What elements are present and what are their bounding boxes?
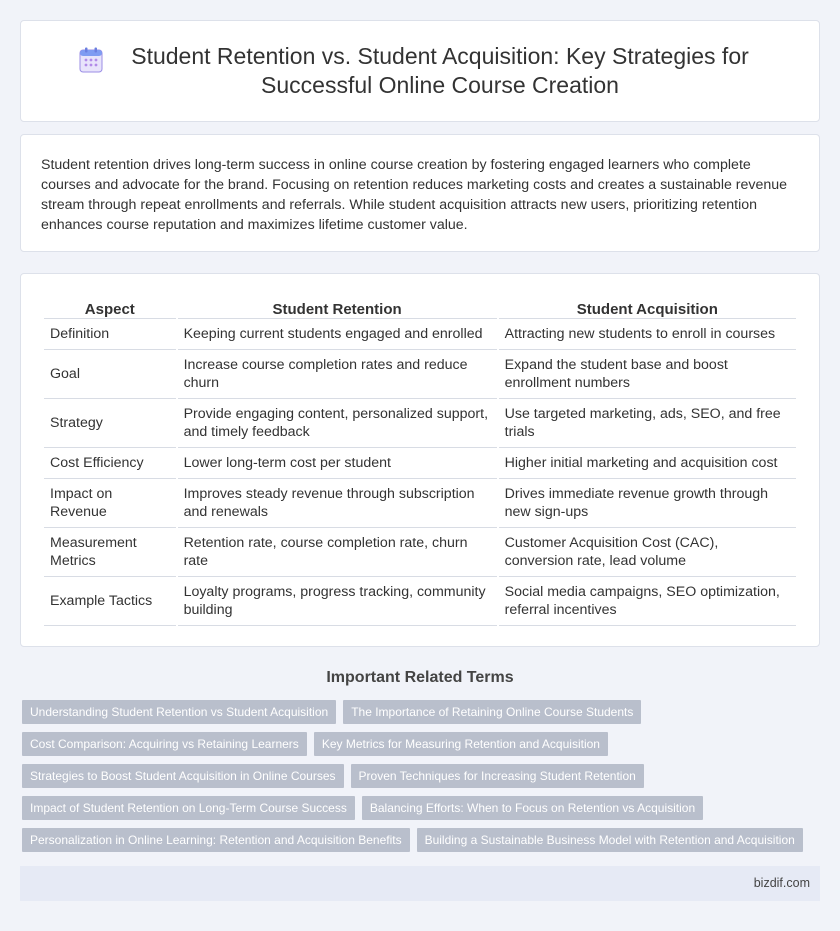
acquisition-cell: Attracting new students to enroll in courses [499, 319, 796, 350]
retention-cell: Increase course completion rates and reduce churn [178, 350, 497, 399]
tag-row [22, 732, 822, 756]
table-row [44, 479, 796, 528]
acquisition-cell: Social media campaigns, SEO optimization, referral incentives [499, 577, 796, 626]
acquisition-cell: Higher initial marketing and acquisition cost [499, 448, 796, 479]
table-row [44, 577, 796, 626]
retention-cell: Retention rate, course completion rate, churn rate [178, 528, 497, 577]
tag-row [22, 796, 822, 820]
tag-row [22, 764, 822, 788]
header-student-retention: Student Retention [178, 298, 497, 319]
site-name[interactable]: bizdif.com [753, 876, 810, 890]
acquisition-cell: Drives immediate revenue growth through new sign-ups [499, 479, 796, 528]
table-row [44, 448, 796, 479]
table-row [44, 528, 796, 577]
related-term-link[interactable]: Balancing Efforts: When to Focus on Retention vs Acquisition [362, 796, 703, 820]
intro-paragraph: Student retention drives long-term success in online course creation by fostering engaged learners who complete courses and advocate for the brand. Focusing on retention reduces marketing costs and creates a sustainable revenue stream through repeat enrollments and referrals. While student acquisition attracts new users, prioritizing retention enhances course reputation and maximizes lifetime customer value. [41, 157, 788, 233]
related-term-link[interactable]: Impact of Student Retention on Long-Term Course Success [22, 796, 355, 820]
header-card [20, 20, 820, 122]
aspect-cell: Strategy [44, 399, 176, 448]
related-term-link[interactable]: Personalization in Online Learning: Retention and Acquisition Benefits [22, 828, 410, 852]
header-aspect: Aspect [44, 298, 176, 319]
intro-card [20, 134, 820, 252]
related-term-link[interactable]: The Importance of Retaining Online Course Students [343, 700, 641, 724]
table-header-row [44, 298, 796, 319]
retention-cell: Improves steady revenue through subscription and renewals [178, 479, 497, 528]
tag-row [22, 828, 822, 852]
footer [20, 866, 820, 901]
retention-cell: Keeping current students engaged and enrolled [178, 319, 497, 350]
table-row [44, 319, 796, 350]
related-terms-heading: Important Related Terms [326, 669, 514, 686]
header-student-acquisition: Student Acquisition [499, 298, 796, 319]
aspect-cell: Goal [44, 350, 176, 399]
aspect-cell: Impact on Revenue [44, 479, 176, 528]
acquisition-cell: Customer Acquisition Cost (CAC), conversion rate, lead volume [499, 528, 796, 577]
tag-row [22, 700, 822, 724]
acquisition-cell: Use targeted marketing, ads, SEO, and free trials [499, 399, 796, 448]
related-terms-list [22, 700, 822, 860]
page-title: Student Retention vs. Student Acquisition: Key Strategies for Successful Online Course Creation [131, 43, 749, 98]
retention-cell: Loyalty programs, progress tracking, community building [178, 577, 497, 626]
related-term-link[interactable]: Key Metrics for Measuring Retention and Acquisition [314, 732, 608, 756]
comparison-table [42, 298, 798, 626]
retention-cell: Provide engaging content, personalized support, and timely feedback [178, 399, 497, 448]
aspect-cell: Definition [44, 319, 176, 350]
acquisition-cell: Expand the student base and boost enrollment numbers [499, 350, 796, 399]
related-term-link[interactable]: Building a Sustainable Business Model with Retention and Acquisition [417, 828, 803, 852]
related-term-link[interactable]: Strategies to Boost Student Acquisition in Online Courses [22, 764, 344, 788]
related-term-link[interactable]: Cost Comparison: Acquiring vs Retaining Learners [22, 732, 307, 756]
retention-cell: Lower long-term cost per student [178, 448, 497, 479]
aspect-cell: Cost Efficiency [44, 448, 176, 479]
comparison-card [20, 273, 820, 647]
table-row [44, 350, 796, 399]
related-term-link[interactable]: Understanding Student Retention vs Student Acquisition [22, 700, 336, 724]
table-row [44, 399, 796, 448]
aspect-cell: Measurement Metrics [44, 528, 176, 577]
related-term-link[interactable]: Proven Techniques for Increasing Student Retention [351, 764, 644, 788]
aspect-cell: Example Tactics [44, 577, 176, 626]
